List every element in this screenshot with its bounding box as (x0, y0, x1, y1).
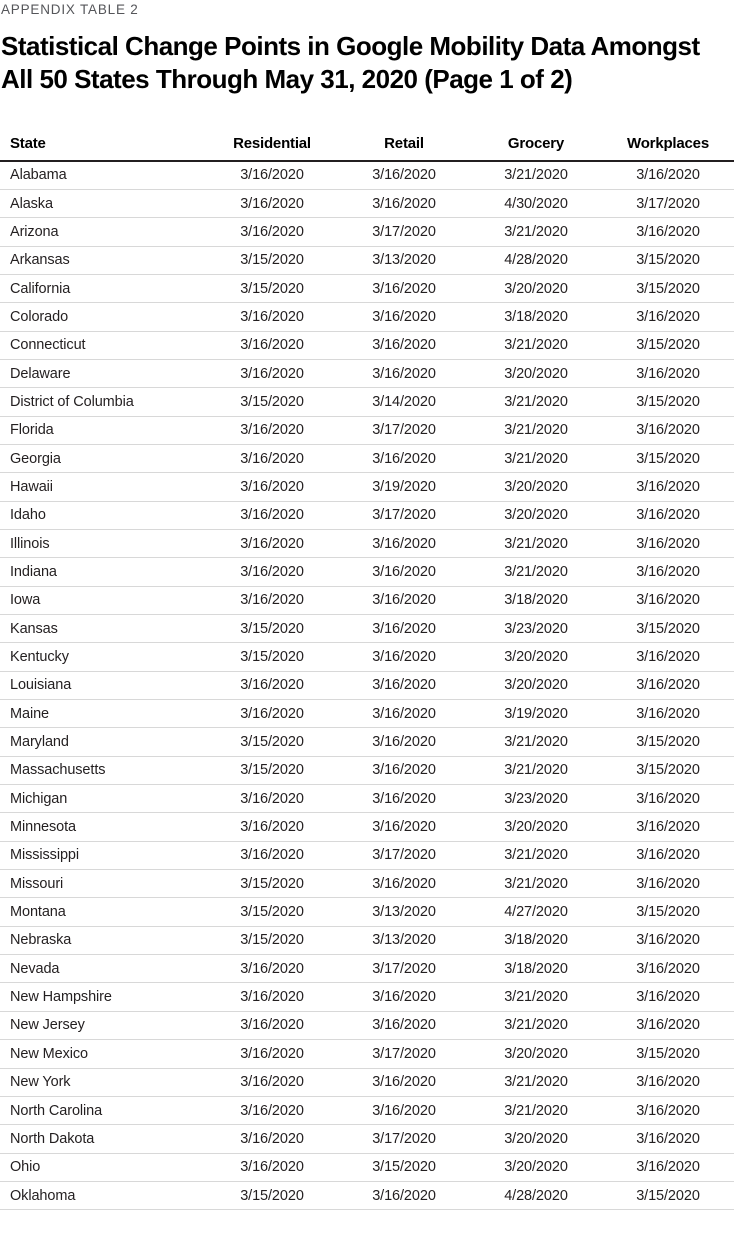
table-row (0, 501, 734, 529)
cell-retail: 3/16/2020 (338, 671, 470, 699)
cell-grocery: 3/20/2020 (470, 1125, 602, 1153)
cell-grocery: 3/20/2020 (470, 473, 602, 501)
cell-residential: 3/16/2020 (206, 501, 338, 529)
cell-workplaces: 3/16/2020 (602, 1125, 734, 1153)
cell-workplaces: 3/16/2020 (602, 1011, 734, 1039)
cell-residential: 3/16/2020 (206, 218, 338, 246)
cell-state: Montana (0, 898, 206, 926)
cell-retail: 3/16/2020 (338, 586, 470, 614)
table-body (0, 161, 734, 1210)
cell-residential: 3/15/2020 (206, 756, 338, 784)
table-row (0, 841, 734, 869)
cell-workplaces: 3/16/2020 (602, 841, 734, 869)
cell-residential: 3/16/2020 (206, 1096, 338, 1124)
table-row (0, 1181, 734, 1209)
cell-workplaces: 3/16/2020 (602, 983, 734, 1011)
cell-grocery: 3/21/2020 (470, 1011, 602, 1039)
cell-retail: 3/16/2020 (338, 274, 470, 302)
cell-residential: 3/16/2020 (206, 1068, 338, 1096)
cell-retail: 3/16/2020 (338, 359, 470, 387)
cell-retail: 3/16/2020 (338, 756, 470, 784)
cell-grocery: 3/18/2020 (470, 926, 602, 954)
cell-grocery: 4/28/2020 (470, 246, 602, 274)
cell-residential: 3/16/2020 (206, 529, 338, 557)
table-row (0, 1011, 734, 1039)
cell-state: Nevada (0, 955, 206, 983)
cell-residential: 3/16/2020 (206, 473, 338, 501)
cell-grocery: 3/20/2020 (470, 359, 602, 387)
cell-grocery: 3/18/2020 (470, 955, 602, 983)
cell-workplaces: 3/16/2020 (602, 870, 734, 898)
table-row (0, 586, 734, 614)
cell-residential: 3/16/2020 (206, 983, 338, 1011)
table-row (0, 615, 734, 643)
cell-grocery: 3/20/2020 (470, 813, 602, 841)
table-row (0, 926, 734, 954)
cell-workplaces: 3/17/2020 (602, 189, 734, 217)
table-row (0, 983, 734, 1011)
cell-state: Arkansas (0, 246, 206, 274)
cell-residential: 3/16/2020 (206, 813, 338, 841)
table-row (0, 246, 734, 274)
cell-grocery: 3/18/2020 (470, 586, 602, 614)
cell-retail: 3/16/2020 (338, 728, 470, 756)
cell-state: Michigan (0, 785, 206, 813)
cell-grocery: 3/20/2020 (470, 1040, 602, 1068)
cell-grocery: 3/23/2020 (470, 615, 602, 643)
table-row (0, 728, 734, 756)
cell-grocery: 3/21/2020 (470, 444, 602, 472)
cell-residential: 3/16/2020 (206, 331, 338, 359)
cell-workplaces: 3/16/2020 (602, 643, 734, 671)
cell-retail: 3/16/2020 (338, 1068, 470, 1096)
cell-state: Kentucky (0, 643, 206, 671)
cell-grocery: 3/21/2020 (470, 161, 602, 189)
cell-retail: 3/16/2020 (338, 615, 470, 643)
cell-workplaces: 3/15/2020 (602, 1040, 734, 1068)
cell-retail: 3/19/2020 (338, 473, 470, 501)
cell-grocery: 3/21/2020 (470, 388, 602, 416)
cell-residential: 3/15/2020 (206, 643, 338, 671)
table-row (0, 1040, 734, 1068)
cell-retail: 3/16/2020 (338, 1011, 470, 1039)
cell-grocery: 3/21/2020 (470, 416, 602, 444)
cell-residential: 3/15/2020 (206, 870, 338, 898)
cell-grocery: 4/28/2020 (470, 1181, 602, 1209)
cell-workplaces: 3/16/2020 (602, 1096, 734, 1124)
cell-residential: 3/16/2020 (206, 558, 338, 586)
cell-grocery: 3/23/2020 (470, 785, 602, 813)
cell-state: Ohio (0, 1153, 206, 1181)
cell-retail: 3/16/2020 (338, 813, 470, 841)
cell-state: Missouri (0, 870, 206, 898)
cell-retail: 3/16/2020 (338, 700, 470, 728)
cell-retail: 3/16/2020 (338, 643, 470, 671)
cell-retail: 3/16/2020 (338, 785, 470, 813)
cell-state: Minnesota (0, 813, 206, 841)
cell-grocery: 3/21/2020 (470, 870, 602, 898)
cell-state: Idaho (0, 501, 206, 529)
cell-retail: 3/13/2020 (338, 898, 470, 926)
cell-workplaces: 3/16/2020 (602, 416, 734, 444)
cell-grocery: 3/21/2020 (470, 1096, 602, 1124)
cell-state: New Hampshire (0, 983, 206, 1011)
cell-state: Kansas (0, 615, 206, 643)
table-row (0, 529, 734, 557)
table-row (0, 643, 734, 671)
cell-retail: 3/16/2020 (338, 870, 470, 898)
cell-workplaces: 3/16/2020 (602, 501, 734, 529)
cell-retail: 3/16/2020 (338, 983, 470, 1011)
column-header-state: State (0, 135, 206, 161)
cell-grocery: 4/30/2020 (470, 189, 602, 217)
cell-retail: 3/17/2020 (338, 841, 470, 869)
cell-grocery: 3/19/2020 (470, 700, 602, 728)
page-title: Statistical Change Points in Google Mobility Data Amongst All 50 States Through May 31, 2020 (Page 1 of 2) (1, 31, 700, 94)
cell-residential: 3/15/2020 (206, 898, 338, 926)
cell-residential: 3/16/2020 (206, 785, 338, 813)
cell-workplaces: 3/16/2020 (602, 586, 734, 614)
cell-residential: 3/16/2020 (206, 671, 338, 699)
cell-grocery: 3/21/2020 (470, 529, 602, 557)
cell-grocery: 3/21/2020 (470, 841, 602, 869)
cell-workplaces: 3/16/2020 (602, 813, 734, 841)
cell-workplaces: 3/15/2020 (602, 331, 734, 359)
cell-workplaces: 3/16/2020 (602, 1068, 734, 1096)
cell-state: Alabama (0, 161, 206, 189)
cell-state: Delaware (0, 359, 206, 387)
cell-residential: 3/16/2020 (206, 1125, 338, 1153)
cell-retail: 3/17/2020 (338, 218, 470, 246)
cell-residential: 3/15/2020 (206, 246, 338, 274)
table-row (0, 274, 734, 302)
cell-grocery: 3/21/2020 (470, 558, 602, 586)
table-row (0, 785, 734, 813)
cell-workplaces: 3/16/2020 (602, 529, 734, 557)
table-header-row (0, 135, 734, 161)
column-header-residential: Residential (206, 135, 338, 161)
cell-state: Nebraska (0, 926, 206, 954)
cell-workplaces: 3/15/2020 (602, 1181, 734, 1209)
cell-workplaces: 3/16/2020 (602, 671, 734, 699)
table-row (0, 331, 734, 359)
cell-workplaces: 3/16/2020 (602, 303, 734, 331)
cell-residential: 3/16/2020 (206, 444, 338, 472)
cell-residential: 3/16/2020 (206, 700, 338, 728)
cell-grocery: 3/18/2020 (470, 303, 602, 331)
cell-residential: 3/15/2020 (206, 274, 338, 302)
mobility-change-points-table (0, 135, 734, 1210)
table-header (0, 135, 734, 161)
cell-residential: 3/16/2020 (206, 1040, 338, 1068)
cell-residential: 3/15/2020 (206, 1181, 338, 1209)
cell-state: Massachusetts (0, 756, 206, 784)
cell-retail: 3/13/2020 (338, 926, 470, 954)
cell-state: New Mexico (0, 1040, 206, 1068)
table-row (0, 558, 734, 586)
cell-workplaces: 3/16/2020 (602, 955, 734, 983)
table-row (0, 1096, 734, 1124)
table-row (0, 189, 734, 217)
cell-retail: 3/16/2020 (338, 1181, 470, 1209)
appendix-label: APPENDIX TABLE 2 (1, 2, 139, 17)
cell-state: Louisiana (0, 671, 206, 699)
cell-retail: 3/17/2020 (338, 1040, 470, 1068)
cell-residential: 3/16/2020 (206, 1011, 338, 1039)
table-row (0, 473, 734, 501)
cell-retail: 3/15/2020 (338, 1153, 470, 1181)
cell-workplaces: 3/16/2020 (602, 558, 734, 586)
table-row (0, 1153, 734, 1181)
cell-workplaces: 3/15/2020 (602, 388, 734, 416)
cell-residential: 3/16/2020 (206, 359, 338, 387)
cell-grocery: 4/27/2020 (470, 898, 602, 926)
cell-residential: 3/16/2020 (206, 841, 338, 869)
cell-state: Georgia (0, 444, 206, 472)
table-row (0, 870, 734, 898)
cell-state: District of Columbia (0, 388, 206, 416)
cell-state: California (0, 274, 206, 302)
cell-grocery: 3/21/2020 (470, 218, 602, 246)
cell-state: Maine (0, 700, 206, 728)
cell-state: Florida (0, 416, 206, 444)
cell-retail: 3/17/2020 (338, 501, 470, 529)
cell-workplaces: 3/15/2020 (602, 615, 734, 643)
table-row (0, 1125, 734, 1153)
table-row (0, 1068, 734, 1096)
cell-workplaces: 3/15/2020 (602, 274, 734, 302)
cell-workplaces: 3/15/2020 (602, 756, 734, 784)
cell-retail: 3/16/2020 (338, 189, 470, 217)
report-page (0, 2, 734, 1258)
cell-retail: 3/16/2020 (338, 529, 470, 557)
cell-state: Connecticut (0, 331, 206, 359)
cell-state: Maryland (0, 728, 206, 756)
cell-state: Indiana (0, 558, 206, 586)
cell-state: North Carolina (0, 1096, 206, 1124)
cell-residential: 3/15/2020 (206, 615, 338, 643)
cell-workplaces: 3/15/2020 (602, 246, 734, 274)
cell-state: Mississippi (0, 841, 206, 869)
cell-workplaces: 3/16/2020 (602, 161, 734, 189)
cell-retail: 3/16/2020 (338, 1096, 470, 1124)
cell-residential: 3/15/2020 (206, 388, 338, 416)
cell-residential: 3/16/2020 (206, 189, 338, 217)
table-row (0, 161, 734, 189)
cell-workplaces: 3/16/2020 (602, 1153, 734, 1181)
cell-grocery: 3/21/2020 (470, 1068, 602, 1096)
cell-grocery: 3/21/2020 (470, 756, 602, 784)
table-row (0, 388, 734, 416)
table-row (0, 303, 734, 331)
cell-state: Iowa (0, 586, 206, 614)
cell-grocery: 3/21/2020 (470, 728, 602, 756)
cell-workplaces: 3/15/2020 (602, 728, 734, 756)
column-header-retail: Retail (338, 135, 470, 161)
cell-residential: 3/16/2020 (206, 955, 338, 983)
table-row (0, 671, 734, 699)
cell-retail: 3/16/2020 (338, 444, 470, 472)
cell-workplaces: 3/16/2020 (602, 700, 734, 728)
cell-retail: 3/16/2020 (338, 331, 470, 359)
table-row (0, 700, 734, 728)
cell-retail: 3/16/2020 (338, 303, 470, 331)
cell-grocery: 3/20/2020 (470, 643, 602, 671)
cell-workplaces: 3/16/2020 (602, 785, 734, 813)
cell-workplaces: 3/15/2020 (602, 444, 734, 472)
cell-retail: 3/16/2020 (338, 161, 470, 189)
cell-state: Hawaii (0, 473, 206, 501)
cell-grocery: 3/21/2020 (470, 983, 602, 1011)
cell-retail: 3/16/2020 (338, 558, 470, 586)
cell-workplaces: 3/16/2020 (602, 926, 734, 954)
cell-grocery: 3/20/2020 (470, 501, 602, 529)
cell-state: Illinois (0, 529, 206, 557)
cell-residential: 3/16/2020 (206, 1153, 338, 1181)
table-row (0, 218, 734, 246)
cell-state: Oklahoma (0, 1181, 206, 1209)
cell-residential: 3/15/2020 (206, 926, 338, 954)
cell-state: New Jersey (0, 1011, 206, 1039)
cell-residential: 3/16/2020 (206, 416, 338, 444)
table-row (0, 955, 734, 983)
cell-retail: 3/13/2020 (338, 246, 470, 274)
cell-state: Colorado (0, 303, 206, 331)
cell-workplaces: 3/16/2020 (602, 218, 734, 246)
table-row (0, 416, 734, 444)
table-row (0, 359, 734, 387)
cell-residential: 3/16/2020 (206, 161, 338, 189)
table-row (0, 813, 734, 841)
cell-retail: 3/17/2020 (338, 955, 470, 983)
cell-retail: 3/17/2020 (338, 1125, 470, 1153)
cell-grocery: 3/20/2020 (470, 274, 602, 302)
cell-workplaces: 3/15/2020 (602, 898, 734, 926)
table-row (0, 898, 734, 926)
cell-state: New York (0, 1068, 206, 1096)
cell-retail: 3/17/2020 (338, 416, 470, 444)
column-header-workplaces: Workplaces (602, 135, 734, 161)
cell-state: North Dakota (0, 1125, 206, 1153)
cell-state: Alaska (0, 189, 206, 217)
cell-retail: 3/14/2020 (338, 388, 470, 416)
cell-grocery: 3/20/2020 (470, 1153, 602, 1181)
cell-residential: 3/15/2020 (206, 728, 338, 756)
cell-state: Arizona (0, 218, 206, 246)
cell-workplaces: 3/16/2020 (602, 473, 734, 501)
cell-residential: 3/16/2020 (206, 586, 338, 614)
column-header-grocery: Grocery (470, 135, 602, 161)
cell-residential: 3/16/2020 (206, 303, 338, 331)
table-row (0, 444, 734, 472)
cell-grocery: 3/20/2020 (470, 671, 602, 699)
cell-workplaces: 3/16/2020 (602, 359, 734, 387)
table-row (0, 756, 734, 784)
cell-grocery: 3/21/2020 (470, 331, 602, 359)
